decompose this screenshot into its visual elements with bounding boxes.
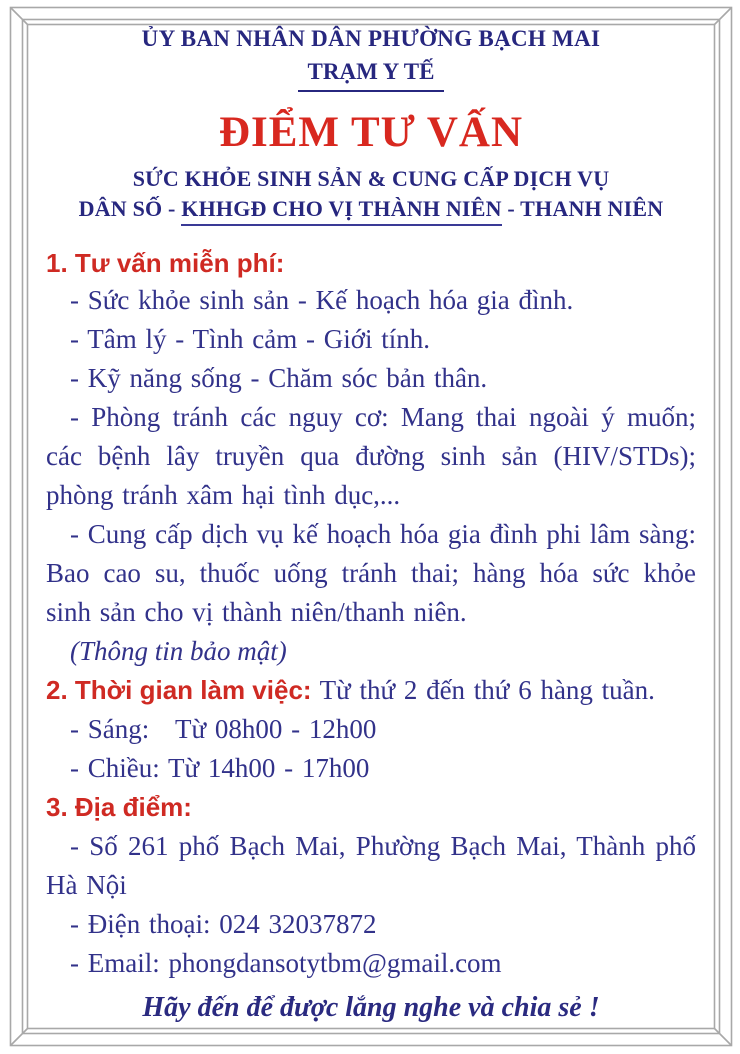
subtitle-line-1: SỨC KHỎE SINH SẢN & CUNG CẤP DỊCH VỤ <box>132 166 610 191</box>
consult-item-health: - Sức khỏe sinh sản - Kế hoạch hóa gia đình. <box>70 285 574 315</box>
hours-afternoon: - Chiều: Từ 14h00 - 17h00 <box>70 753 370 783</box>
consult-item-services: - Cung cấp dịch vụ kế hoạch hóa gia đình phi lâm sàng: Bao cao su, thuốc uống tránh thai; hàng hóa sức khỏe sinh sản cho vị thành niên/thanh niên. <box>46 519 696 627</box>
section-1-heading: 1. Tư vấn miễn phí: <box>46 248 285 278</box>
subtitle-line-2-prefix: DÂN SỐ - <box>78 196 182 221</box>
consult-item-psychology: - Tâm lý - Tình cảm - Giới tính. <box>70 324 430 354</box>
section-2-heading-line <box>46 671 696 710</box>
hours-morning: - Sáng: Từ 08h00 - 12h00 <box>70 714 377 744</box>
subtitle-line-2-suffix: - THANH NIÊN <box>501 196 664 221</box>
email-line: - Email: phongdansotytbm@gmail.com <box>70 948 502 978</box>
department-line <box>46 57 696 92</box>
phone-line: - Điện thoại: 024 32037872 <box>70 909 377 939</box>
department-name: TRẠM Y TẾ <box>298 57 445 92</box>
section-3-heading: 3. Địa điểm: <box>46 792 192 822</box>
address-line: - Số 261 phố Bạch Mai, Phường Bạch Mai, Thành phố Hà Nội <box>46 831 696 900</box>
working-days-summary: Từ thứ 2 đến thứ 6 hàng tuần. <box>319 675 655 705</box>
confidentiality-note: (Thông tin bảo mật) <box>70 636 287 666</box>
poster-content <box>46 0 696 1027</box>
consult-item-life-skills: - Kỹ năng sống - Chăm sóc bản thân. <box>70 363 488 393</box>
slogan: Hãy đến để được lắng nghe và chia sẻ ! <box>142 992 600 1023</box>
consult-item-risk-prevention: - Phòng tránh các nguy cơ: Mang thai ngoài ý muốn; các bệnh lây truyền qua đường sinh sản (HIV/STDs); phòng tránh xâm hại tình dục,... <box>46 402 696 510</box>
subtitle-line-2 <box>46 195 696 223</box>
organization-name: ỦY BAN NHÂN DÂN PHƯỜNG BẠCH MAI <box>141 26 601 51</box>
subtitle-line-2-underlined: KHHGĐ CHO VỊ THÀNH NIÊN <box>181 196 501 226</box>
section-2-heading: 2. Thời gian làm việc: <box>46 675 312 705</box>
main-title: ĐIỂM TƯ VẤN <box>218 109 524 156</box>
